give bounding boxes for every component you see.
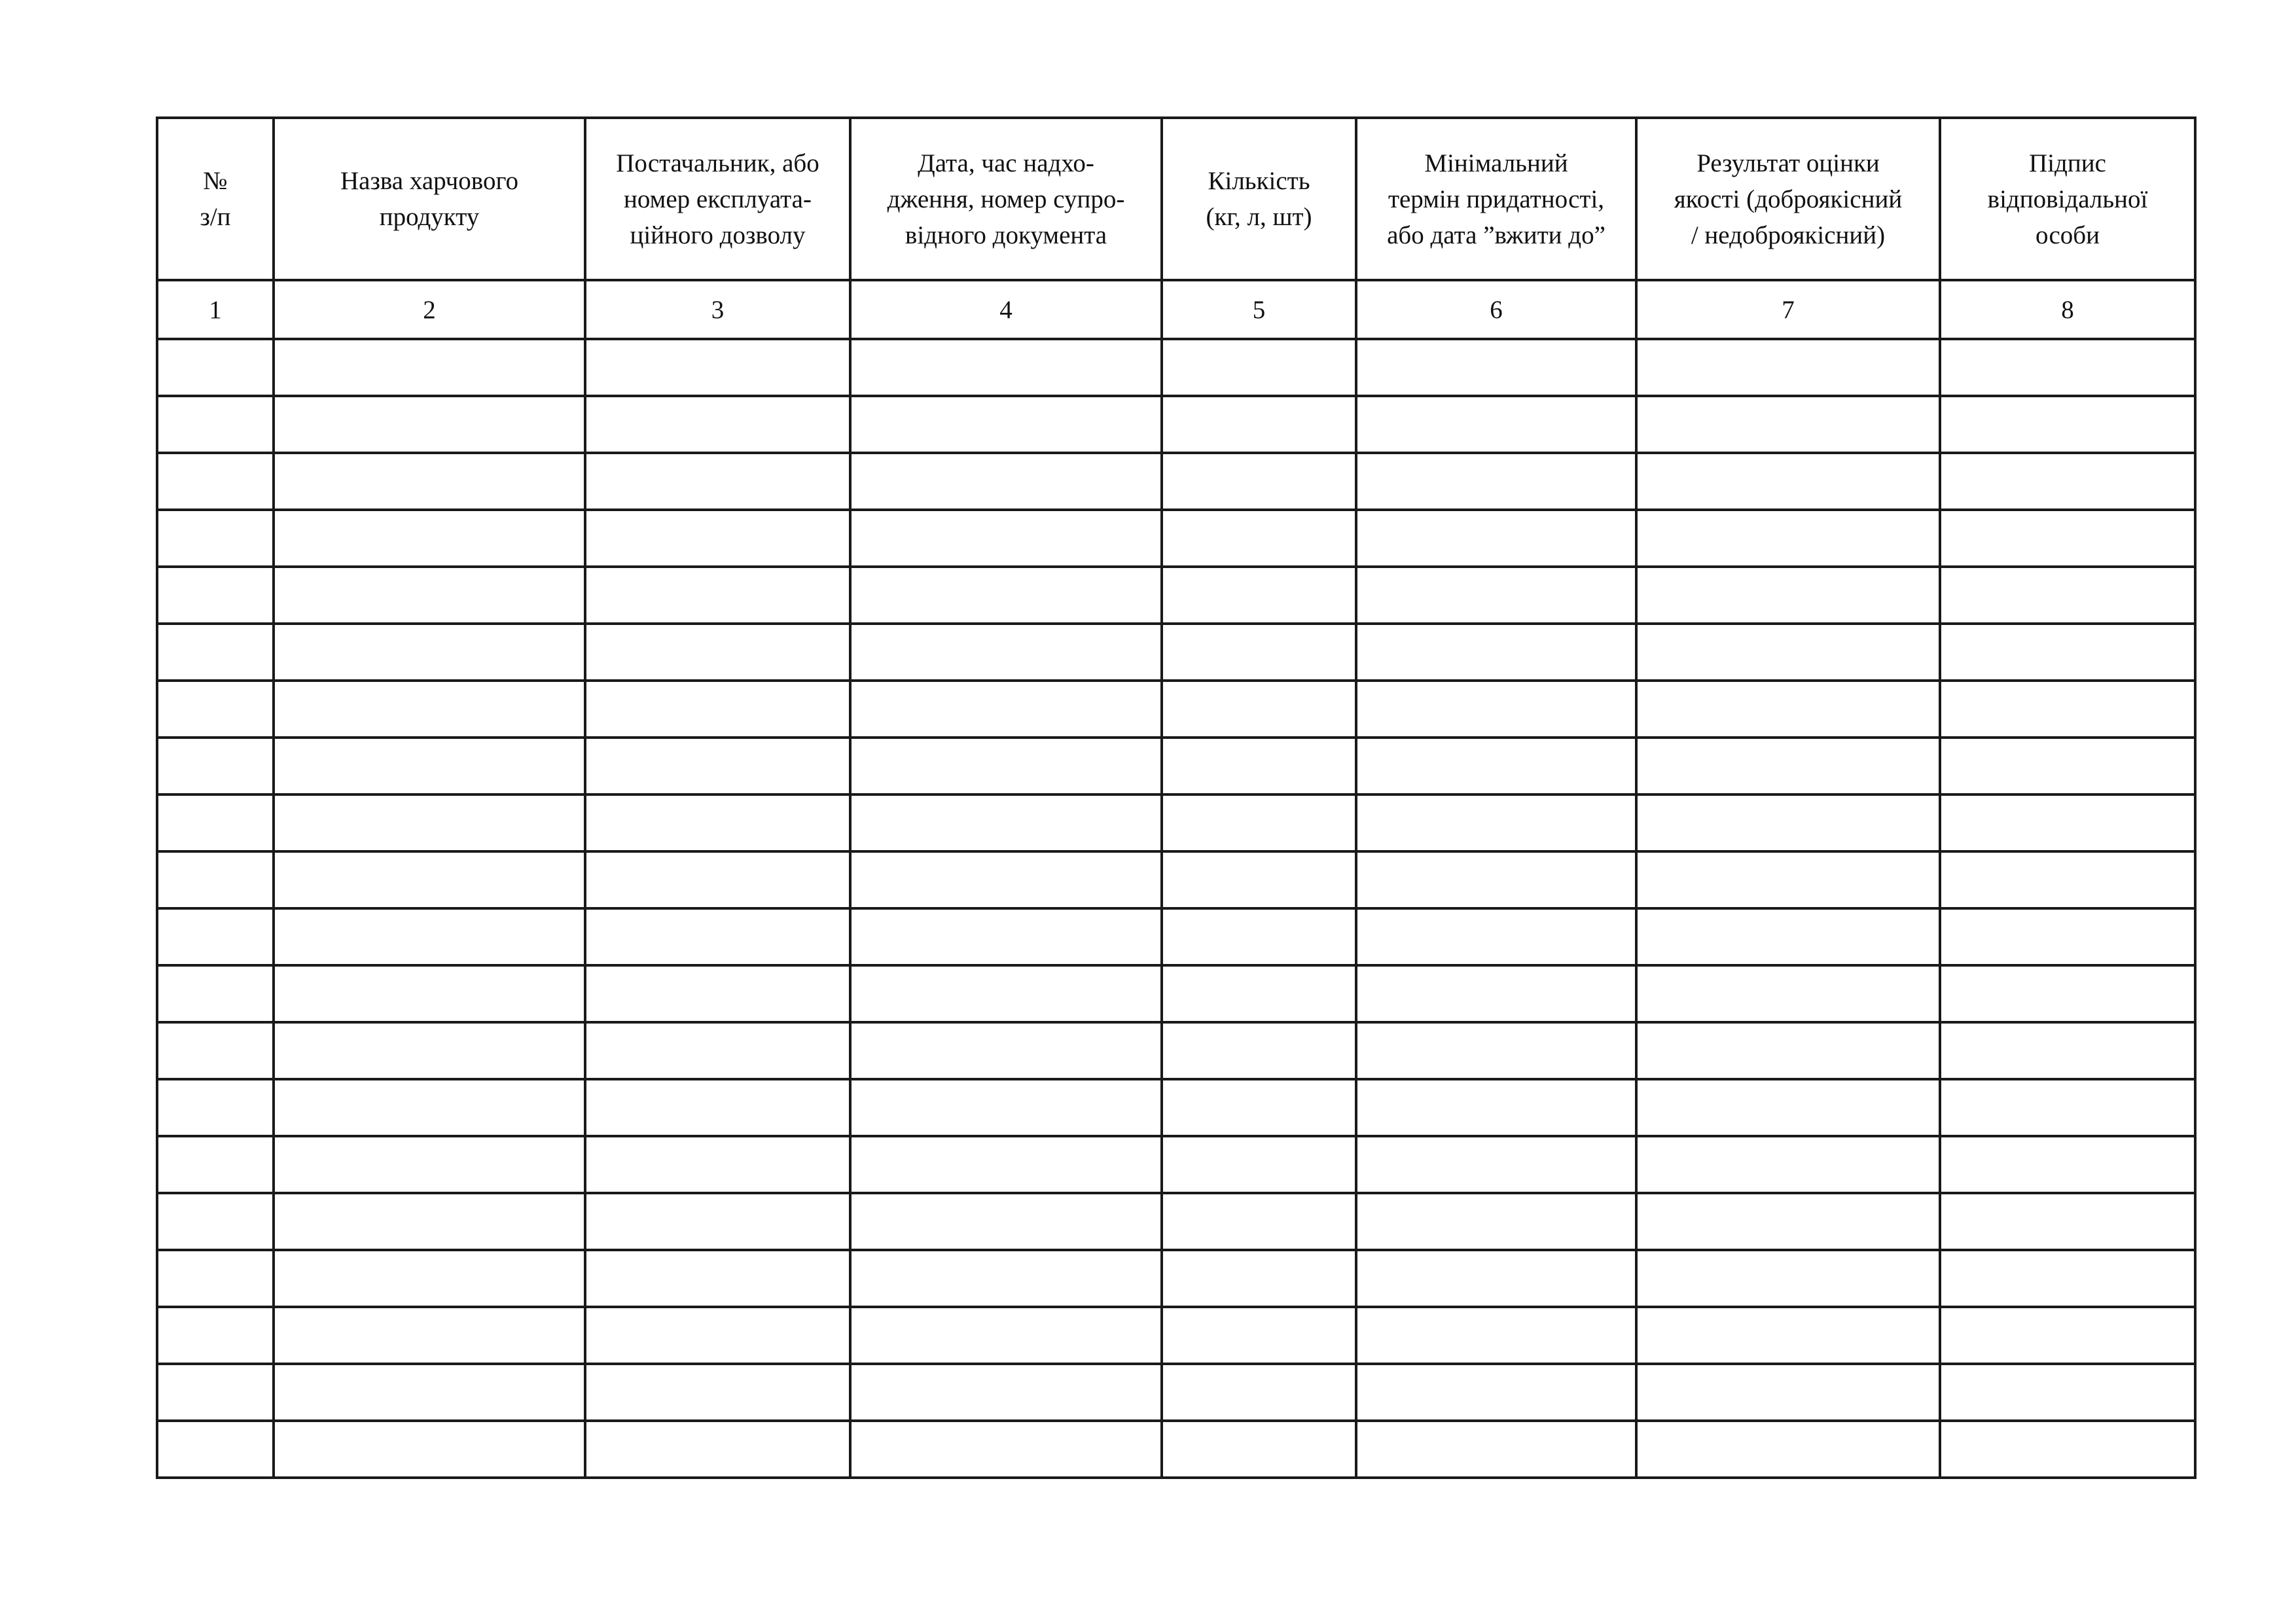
table-cell[interactable] [585, 1193, 850, 1250]
table-cell[interactable] [1636, 794, 1940, 851]
column-number-cell: 6 [1356, 280, 1636, 339]
table-cell[interactable] [1636, 1193, 1940, 1250]
table-cell[interactable] [157, 567, 274, 624]
table-cell[interactable] [1636, 1022, 1940, 1079]
table-cell[interactable] [850, 1250, 1162, 1307]
header-cell-arrival-date: Дата, час надхо- дження, номер супро- відного документа [850, 118, 1162, 280]
table-cell[interactable] [157, 851, 274, 908]
table-cell[interactable] [585, 1421, 850, 1478]
table-cell[interactable] [850, 1307, 1162, 1364]
table-cell[interactable] [1356, 851, 1636, 908]
table-cell[interactable] [274, 851, 585, 908]
table-cell[interactable] [1940, 567, 2195, 624]
table-row [157, 453, 2195, 510]
table-cell[interactable] [850, 794, 1162, 851]
table-cell[interactable] [585, 851, 850, 908]
table-row [157, 510, 2195, 567]
table-cell[interactable] [1636, 1079, 1940, 1136]
table-cell[interactable] [850, 510, 1162, 567]
table-cell[interactable] [1636, 681, 1940, 738]
table-cell[interactable] [1636, 624, 1940, 681]
table-cell[interactable] [585, 965, 850, 1022]
table-cell[interactable] [1162, 1364, 1356, 1421]
table-cell[interactable] [1636, 339, 1940, 396]
table-cell[interactable] [274, 1364, 585, 1421]
table-row [157, 567, 2195, 624]
table-body [157, 339, 2195, 1478]
table-cell[interactable] [274, 1079, 585, 1136]
table-cell[interactable] [157, 510, 274, 567]
table-cell[interactable] [585, 738, 850, 794]
table-cell[interactable] [274, 794, 585, 851]
table-cell[interactable] [585, 339, 850, 396]
column-number-cell: 8 [1940, 280, 2195, 339]
table-cell[interactable] [1636, 908, 1940, 965]
column-number-cell: 7 [1636, 280, 1940, 339]
table-cell[interactable] [1356, 794, 1636, 851]
table-cell[interactable] [1162, 1022, 1356, 1079]
table-cell[interactable] [1636, 851, 1940, 908]
column-number-cell: 4 [850, 280, 1162, 339]
table-cell[interactable] [1162, 965, 1356, 1022]
table-cell[interactable] [850, 396, 1162, 453]
table-cell[interactable] [1940, 339, 2195, 396]
table-cell[interactable] [274, 1250, 585, 1307]
table-cell[interactable] [157, 965, 274, 1022]
table-row [157, 965, 2195, 1022]
table-cell[interactable] [1636, 1421, 1940, 1478]
table-cell[interactable] [157, 1079, 274, 1136]
table-cell[interactable] [274, 1421, 585, 1478]
table-cell[interactable] [850, 851, 1162, 908]
table-cell[interactable] [585, 567, 850, 624]
column-number-cell: 3 [585, 280, 850, 339]
food-receipt-log-table [156, 116, 2197, 1479]
table-cell[interactable] [1162, 1079, 1356, 1136]
table-cell[interactable] [1940, 624, 2195, 681]
table-cell[interactable] [585, 1307, 850, 1364]
table-row [157, 908, 2195, 965]
table-cell[interactable] [157, 1364, 274, 1421]
table-cell[interactable] [1162, 681, 1356, 738]
column-number-cell: 5 [1162, 280, 1356, 339]
table-cell[interactable] [585, 1250, 850, 1307]
table-cell[interactable] [157, 1022, 274, 1079]
table-cell[interactable] [1356, 1421, 1636, 1478]
header-cell-number: № з/п [157, 118, 274, 280]
table-cell[interactable] [850, 1364, 1162, 1421]
table-row [157, 396, 2195, 453]
table-cell[interactable] [1162, 624, 1356, 681]
table-cell[interactable] [157, 1250, 274, 1307]
table-cell[interactable] [1356, 1136, 1636, 1193]
table-cell[interactable] [1940, 738, 2195, 794]
table-cell[interactable] [1636, 1364, 1940, 1421]
table-cell[interactable] [1636, 1136, 1940, 1193]
table-cell[interactable] [1940, 1250, 2195, 1307]
table-cell[interactable] [585, 510, 850, 567]
table-cell[interactable] [1162, 738, 1356, 794]
table-cell[interactable] [850, 1421, 1162, 1478]
table-row [157, 1079, 2195, 1136]
table-cell[interactable] [1356, 453, 1636, 510]
table-cell[interactable] [274, 624, 585, 681]
table-cell[interactable] [157, 738, 274, 794]
table-cell[interactable] [1636, 510, 1940, 567]
table-row [157, 339, 2195, 396]
table-cell[interactable] [1356, 1022, 1636, 1079]
header-cell-shelf-life: Мінімальний термін придатності, або дата ”вжити до” [1356, 118, 1636, 280]
table-cell[interactable] [1356, 339, 1636, 396]
header-cell-quantity: Кількість (кг, л, шт) [1162, 118, 1356, 280]
table-cell[interactable] [1940, 681, 2195, 738]
table-cell[interactable] [850, 1193, 1162, 1250]
table-cell[interactable] [585, 453, 850, 510]
table-cell[interactable] [1162, 851, 1356, 908]
table-cell[interactable] [274, 510, 585, 567]
table-cell[interactable] [850, 908, 1162, 965]
table-cell[interactable] [850, 567, 1162, 624]
table-cell[interactable] [1356, 567, 1636, 624]
table-cell[interactable] [157, 1307, 274, 1364]
table-cell[interactable] [850, 1022, 1162, 1079]
table-cell[interactable] [1356, 681, 1636, 738]
table-row [157, 1136, 2195, 1193]
table-cell[interactable] [850, 965, 1162, 1022]
table-cell[interactable] [850, 453, 1162, 510]
table-cell[interactable] [585, 908, 850, 965]
table-cell[interactable] [274, 453, 585, 510]
table-cell[interactable] [850, 1079, 1162, 1136]
table-cell[interactable] [1162, 396, 1356, 453]
table-cell[interactable] [1162, 1250, 1356, 1307]
table-cell[interactable] [850, 339, 1162, 396]
table-cell[interactable] [1940, 1136, 2195, 1193]
header-row [157, 118, 2195, 280]
table-cell[interactable] [274, 908, 585, 965]
table-cell[interactable] [1940, 453, 2195, 510]
table-row [157, 851, 2195, 908]
table-row [157, 624, 2195, 681]
table-cell[interactable] [274, 339, 585, 396]
table-cell[interactable] [1636, 396, 1940, 453]
table-cell[interactable] [1636, 1307, 1940, 1364]
table-cell[interactable] [1162, 794, 1356, 851]
table-cell[interactable] [1356, 1079, 1636, 1136]
table-cell[interactable] [585, 396, 850, 453]
table-cell[interactable] [1940, 1307, 2195, 1364]
table-cell[interactable] [1162, 567, 1356, 624]
table-cell[interactable] [850, 1136, 1162, 1193]
table-cell[interactable] [1636, 453, 1940, 510]
table-cell[interactable] [1940, 1421, 2195, 1478]
table-cell[interactable] [1356, 1364, 1636, 1421]
table-row [157, 1307, 2195, 1364]
table-cell[interactable] [1636, 1250, 1940, 1307]
table-row [157, 1421, 2195, 1478]
table-cell[interactable] [1940, 908, 2195, 965]
table-cell[interactable] [1356, 396, 1636, 453]
table-cell[interactable] [274, 965, 585, 1022]
table-cell[interactable] [1356, 738, 1636, 794]
table-cell[interactable] [1940, 1364, 2195, 1421]
table-cell[interactable] [157, 624, 274, 681]
table-cell[interactable] [157, 453, 274, 510]
table-cell[interactable] [157, 794, 274, 851]
table-row [157, 1193, 2195, 1250]
table-cell[interactable] [1356, 965, 1636, 1022]
table-cell[interactable] [274, 1022, 585, 1079]
table-row [157, 1250, 2195, 1307]
table-cell[interactable] [585, 681, 850, 738]
table-cell[interactable] [1162, 339, 1356, 396]
table-cell[interactable] [585, 1022, 850, 1079]
table-cell[interactable] [157, 339, 274, 396]
table-cell[interactable] [1162, 908, 1356, 965]
table-cell[interactable] [1636, 738, 1940, 794]
header-cell-signature: Підпис відповідальної особи [1940, 118, 2195, 280]
table-cell[interactable] [1940, 1022, 2195, 1079]
column-number-cell: 2 [274, 280, 585, 339]
table-cell[interactable] [1940, 1193, 2195, 1250]
table-row [157, 1364, 2195, 1421]
table-cell[interactable] [157, 908, 274, 965]
table-cell[interactable] [1356, 1250, 1636, 1307]
table-cell[interactable] [585, 1364, 850, 1421]
table-cell[interactable] [1636, 965, 1940, 1022]
table-cell[interactable] [157, 1421, 274, 1478]
table-cell[interactable] [1636, 567, 1940, 624]
table-cell[interactable] [1162, 1136, 1356, 1193]
table-cell[interactable] [1940, 851, 2195, 908]
table-cell[interactable] [850, 624, 1162, 681]
table-cell[interactable] [274, 1193, 585, 1250]
table-cell[interactable] [585, 1136, 850, 1193]
table-cell[interactable] [1162, 453, 1356, 510]
table-cell[interactable] [1940, 510, 2195, 567]
table-cell[interactable] [1940, 396, 2195, 453]
table-cell[interactable] [1940, 794, 2195, 851]
table-cell[interactable] [1356, 908, 1636, 965]
table-cell[interactable] [585, 794, 850, 851]
table-cell[interactable] [157, 396, 274, 453]
header-cell-supplier: Постачальник, або номер експлуата- ційного дозволу [585, 118, 850, 280]
table-cell[interactable] [1940, 965, 2195, 1022]
table-cell[interactable] [585, 1079, 850, 1136]
column-number-row [157, 280, 2195, 339]
table-cell[interactable] [274, 396, 585, 453]
table-cell[interactable] [157, 1193, 274, 1250]
table-cell[interactable] [274, 1136, 585, 1193]
header-cell-quality-result: Результат оцінки якості (доброякісний / недоброякісний) [1636, 118, 1940, 280]
table-row [157, 738, 2195, 794]
table-cell[interactable] [1162, 1307, 1356, 1364]
table-cell[interactable] [850, 738, 1162, 794]
header-cell-product-name: Назва харчового продукту [274, 118, 585, 280]
table-row [157, 681, 2195, 738]
table-cell[interactable] [1162, 1421, 1356, 1478]
table-cell[interactable] [1940, 1079, 2195, 1136]
table-cell[interactable] [274, 681, 585, 738]
table-cell[interactable] [1356, 510, 1636, 567]
table-cell[interactable] [274, 738, 585, 794]
table-cell[interactable] [274, 567, 585, 624]
table-row [157, 1022, 2195, 1079]
table-cell[interactable] [1356, 1193, 1636, 1250]
table-cell[interactable] [585, 624, 850, 681]
table-cell[interactable] [850, 681, 1162, 738]
table-row [157, 794, 2195, 851]
table-cell[interactable] [1162, 1193, 1356, 1250]
table-cell[interactable] [1356, 1307, 1636, 1364]
table-cell[interactable] [157, 681, 274, 738]
table-cell[interactable] [157, 1136, 274, 1193]
table-cell[interactable] [1162, 510, 1356, 567]
column-number-cell: 1 [157, 280, 274, 339]
table-cell[interactable] [274, 1307, 585, 1364]
table-cell[interactable] [1356, 624, 1636, 681]
